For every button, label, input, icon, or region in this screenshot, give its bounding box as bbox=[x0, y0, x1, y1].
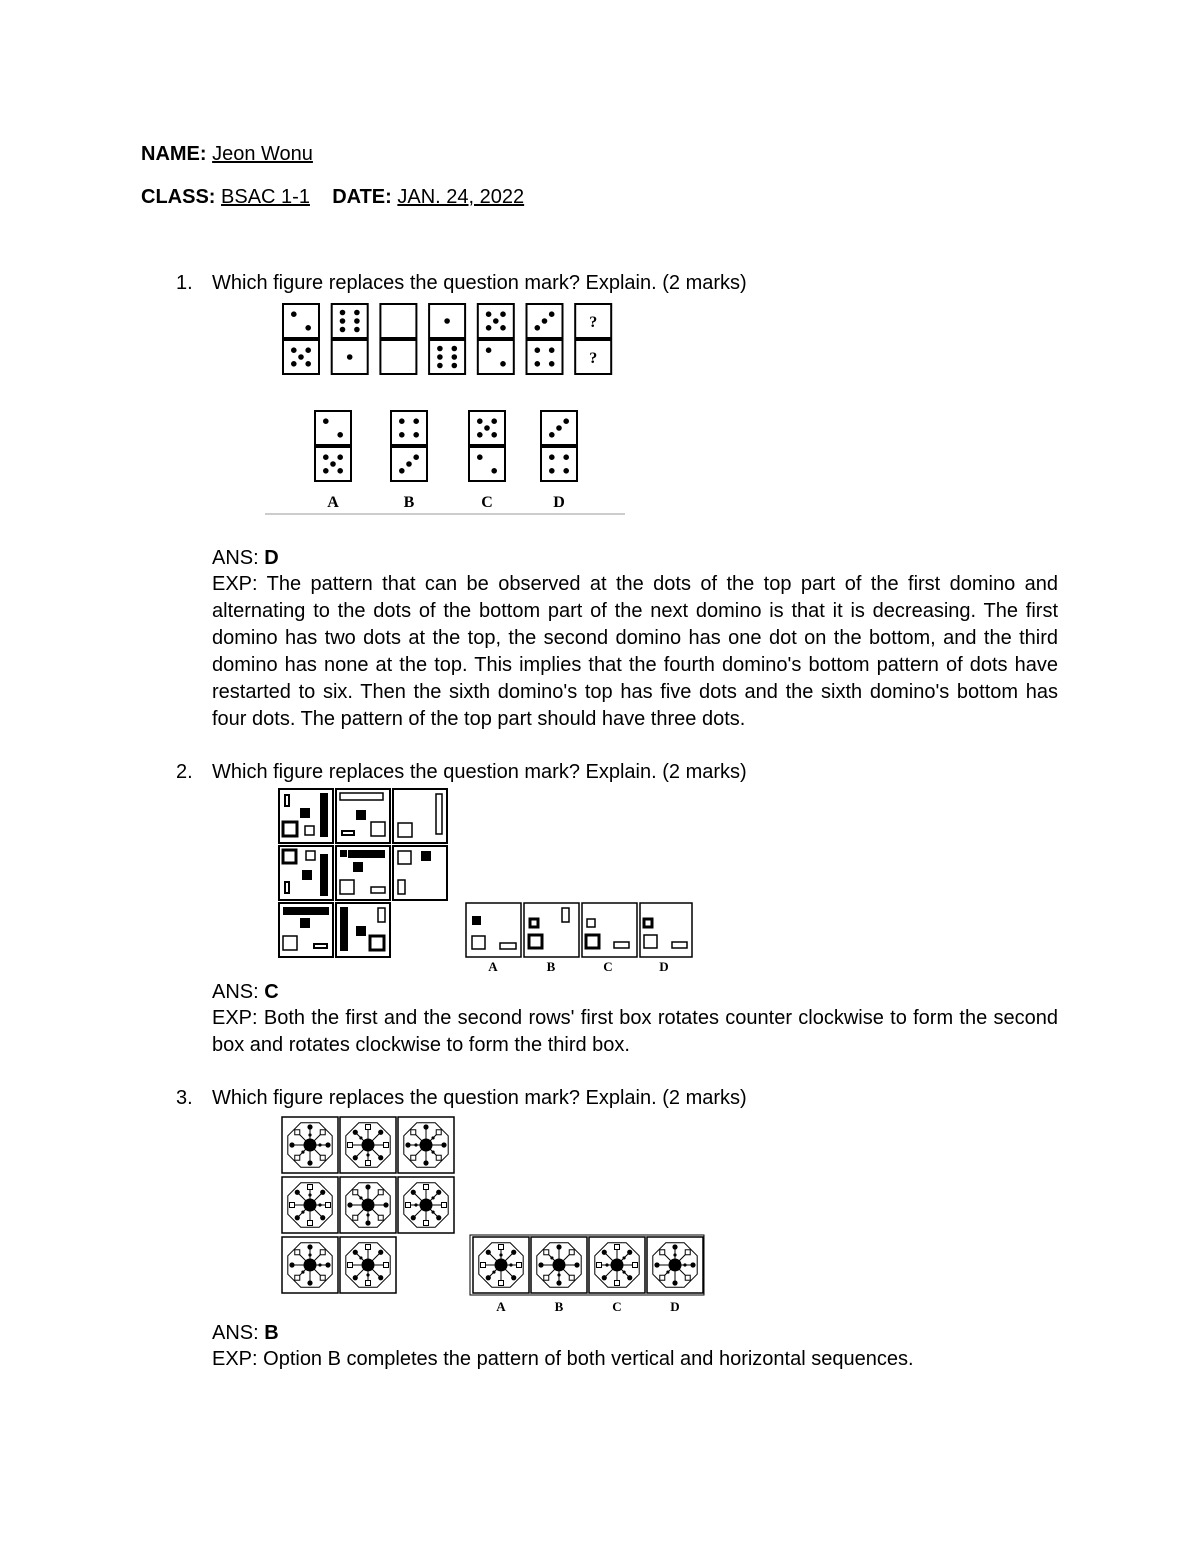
domino-top-pip bbox=[484, 425, 490, 431]
question-1-text: Which figure replaces the question mark? Explain. (2 marks) bbox=[212, 272, 747, 294]
question-2-explanation: EXP: Both the first and the second rows' first box rotates counter clockwise to form the second box and rotates clockwise to form the third box. bbox=[212, 1007, 1058, 1056]
question-2-figure bbox=[278, 788, 698, 978]
domino-top-pip bbox=[413, 432, 419, 438]
sequence-domino-4 bbox=[429, 304, 465, 374]
domino-top-pip bbox=[477, 432, 483, 438]
question-2-text: Which figure replaces the question mark? Explain. (2 marks) bbox=[212, 761, 747, 783]
sequence-domino-2 bbox=[332, 304, 368, 374]
answer-value: C bbox=[264, 981, 279, 1003]
domino-top-pip bbox=[477, 418, 483, 424]
domino-top-pip bbox=[291, 311, 297, 317]
question-3-explanation: EXP: Option B completes the pattern of both vertical and horizontal sequences. bbox=[212, 1348, 914, 1370]
domino-top-pip bbox=[556, 425, 562, 431]
domino-bottom-pip bbox=[452, 363, 458, 369]
domino-bottom-pip bbox=[337, 468, 343, 474]
option-label-c: C bbox=[612, 1299, 622, 1314]
option-b-figure bbox=[531, 1237, 587, 1293]
matrix-cell-2-2 bbox=[340, 850, 385, 894]
domino-top-pip bbox=[323, 418, 329, 424]
answer-value: B bbox=[264, 1322, 279, 1344]
name-line bbox=[141, 143, 313, 166]
domino-bottom-pip bbox=[486, 347, 492, 353]
domino-bottom-pip bbox=[563, 454, 569, 460]
domino-top-pip bbox=[486, 311, 492, 317]
option-d-figure bbox=[644, 919, 687, 948]
class-label: CLASS: bbox=[141, 186, 216, 208]
question-2-answer bbox=[212, 981, 279, 1004]
domino-bottom-frame bbox=[541, 447, 577, 481]
domino-bottom-pip bbox=[535, 347, 541, 353]
domino-top-pip bbox=[444, 318, 450, 324]
name-value: Jeon Wonu bbox=[212, 143, 313, 165]
question-3-text: Which figure replaces the question mark? Explain. (2 marks) bbox=[212, 1087, 747, 1109]
option-domino-d bbox=[541, 411, 577, 511]
domino-top-pip bbox=[486, 325, 492, 331]
domino-bottom-pip bbox=[305, 347, 311, 353]
question-1-answer bbox=[212, 547, 279, 570]
domino-bottom-frame bbox=[527, 340, 563, 374]
option-a-figure bbox=[472, 916, 516, 949]
domino-top-pip bbox=[340, 318, 346, 324]
domino-top-frame bbox=[283, 304, 319, 338]
matrix-cell-2-1 bbox=[282, 1177, 338, 1233]
matrix-cell-1-3 bbox=[398, 794, 442, 837]
domino-bottom-pip bbox=[437, 354, 443, 360]
domino-bottom-pip bbox=[535, 361, 541, 367]
domino-bottom-frame bbox=[478, 340, 514, 374]
option-c-figure bbox=[586, 919, 629, 948]
sequence-domino-1 bbox=[283, 304, 319, 374]
domino-top-pip bbox=[493, 318, 499, 324]
domino-bottom-pip bbox=[291, 347, 297, 353]
option-label-a: A bbox=[488, 959, 498, 974]
sequence-domino-7 bbox=[575, 304, 611, 374]
domino-top-pip bbox=[354, 318, 360, 324]
domino-bottom-pip bbox=[330, 461, 336, 467]
answer-label: ANS: bbox=[212, 547, 259, 569]
option-b-figure bbox=[529, 908, 569, 948]
domino-top-question-mark: ? bbox=[589, 314, 598, 331]
matrix-cell-3-2 bbox=[340, 1237, 396, 1293]
question-1-explanation: EXP: The pattern that can be observed at the dots of the top part of the first domino and alternating to the dots of the bottom part of the next domino is that it is decreasing. The first domino has two dots at the top, the second domino has one dot on the bottom, and the third domino has none at the top. This implies that the fourth domino's bottom pattern of dots have restarted to six. Then the sixth domino's top has five dots and the sixth domino's bottom has four dots. The pattern of the top part should have three dots. bbox=[212, 573, 1058, 730]
domino-bottom-pip bbox=[291, 361, 297, 367]
option-label-c: C bbox=[603, 959, 613, 974]
question-3-number: 3. bbox=[176, 1087, 193, 1109]
option-label-c: C bbox=[481, 494, 493, 511]
domino-bottom-pip bbox=[549, 454, 555, 460]
domino-top-pip bbox=[549, 432, 555, 438]
domino-top-pip bbox=[337, 432, 343, 438]
matrix-cell-1-1 bbox=[283, 793, 328, 837]
domino-bottom-pip bbox=[491, 468, 497, 474]
domino-bottom-pip bbox=[452, 346, 458, 352]
domino-bottom-pip bbox=[406, 461, 412, 467]
domino-top-frame bbox=[391, 411, 427, 445]
domino-bottom-pip bbox=[563, 468, 569, 474]
domino-bottom-frame bbox=[469, 447, 505, 481]
domino-bottom-pip bbox=[549, 361, 555, 367]
domino-top-frame bbox=[380, 304, 416, 338]
sequence-domino-6 bbox=[527, 304, 563, 374]
domino-top-pip bbox=[500, 325, 506, 331]
domino-bottom-pip bbox=[437, 346, 443, 352]
option-label-b: B bbox=[546, 959, 556, 974]
matrix-cell-2-2 bbox=[340, 1177, 396, 1233]
domino-bottom-pip bbox=[413, 454, 419, 460]
question-1-number: 1. bbox=[176, 272, 193, 294]
option-label-a: A bbox=[496, 1299, 506, 1314]
name-label: NAME: bbox=[141, 143, 207, 165]
domino-top-pip bbox=[340, 310, 346, 316]
sequence-domino-3 bbox=[380, 304, 416, 374]
domino-bottom-pip bbox=[549, 347, 555, 353]
option-domino-b bbox=[391, 411, 427, 511]
option-label-b: B bbox=[554, 1299, 564, 1314]
domino-top-pip bbox=[535, 325, 541, 331]
option-domino-a bbox=[315, 411, 351, 511]
question-1-figure bbox=[265, 300, 630, 516]
matrix-cell-3-1 bbox=[283, 907, 329, 950]
domino-bottom-question-mark: ? bbox=[589, 350, 598, 367]
matrix-cell-3-1 bbox=[282, 1237, 338, 1293]
class-value: BSAC 1-1 bbox=[221, 186, 310, 208]
question-3-answer bbox=[212, 1322, 279, 1345]
matrix-cell-2-3 bbox=[398, 1177, 454, 1233]
sequence-domino-5 bbox=[478, 304, 514, 374]
domino-bottom-pip bbox=[437, 363, 443, 369]
option-a-figure bbox=[473, 1237, 529, 1293]
answer-value: D bbox=[264, 547, 279, 569]
domino-top-frame bbox=[332, 304, 368, 338]
matrix-cell-2-1 bbox=[283, 850, 328, 896]
domino-bottom-pip bbox=[347, 354, 353, 360]
domino-bottom-pip bbox=[323, 468, 329, 474]
domino-bottom-pip bbox=[337, 454, 343, 460]
option-c-figure bbox=[589, 1237, 645, 1293]
matrix-cell-1-3 bbox=[398, 1117, 454, 1173]
option-label-d: D bbox=[659, 959, 669, 974]
question-2-number: 2. bbox=[176, 761, 193, 783]
option-label-d: D bbox=[670, 1299, 680, 1314]
option-label-d: D bbox=[553, 494, 565, 511]
matrix-cell-1-2 bbox=[340, 793, 385, 836]
domino-bottom-frame bbox=[380, 340, 416, 374]
domino-top-pip bbox=[354, 327, 360, 333]
matrix-cell-2-3 bbox=[398, 851, 431, 894]
domino-top-pip bbox=[354, 310, 360, 316]
date-value: JAN. 24, 2022 bbox=[397, 186, 525, 208]
matrix-cell-3-2 bbox=[340, 907, 385, 951]
domino-top-pip bbox=[399, 432, 405, 438]
domino-top-pip bbox=[563, 418, 569, 424]
domino-top-pip bbox=[491, 418, 497, 424]
domino-top-pip bbox=[549, 311, 555, 317]
domino-top-frame bbox=[315, 411, 351, 445]
answer-label: ANS: bbox=[212, 1322, 259, 1344]
question-3-figure bbox=[280, 1115, 710, 1320]
date-label: DATE: bbox=[332, 186, 392, 208]
matrix-cell-1-2 bbox=[340, 1117, 396, 1173]
option-label-a: A bbox=[327, 494, 339, 511]
domino-top-pip bbox=[305, 325, 311, 331]
answer-label: ANS: bbox=[212, 981, 259, 1003]
domino-top-pip bbox=[413, 418, 419, 424]
domino-bottom-pip bbox=[323, 454, 329, 460]
domino-top-pip bbox=[340, 327, 346, 333]
class-date-line bbox=[141, 186, 524, 209]
domino-top-pip bbox=[399, 418, 405, 424]
domino-bottom-pip bbox=[452, 354, 458, 360]
domino-bottom-pip bbox=[298, 354, 304, 360]
domino-bottom-frame bbox=[429, 340, 465, 374]
domino-bottom-pip bbox=[399, 468, 405, 474]
option-label-b: B bbox=[403, 494, 415, 511]
domino-top-pip bbox=[500, 311, 506, 317]
domino-bottom-pip bbox=[305, 361, 311, 367]
domino-top-pip bbox=[542, 318, 548, 324]
option-d-figure bbox=[647, 1237, 703, 1293]
matrix-cell-1-1 bbox=[282, 1117, 338, 1173]
domino-bottom-pip bbox=[477, 454, 483, 460]
option-domino-c bbox=[469, 411, 505, 511]
domino-bottom-pip bbox=[500, 361, 506, 367]
domino-bottom-pip bbox=[549, 468, 555, 474]
domino-top-pip bbox=[491, 432, 497, 438]
